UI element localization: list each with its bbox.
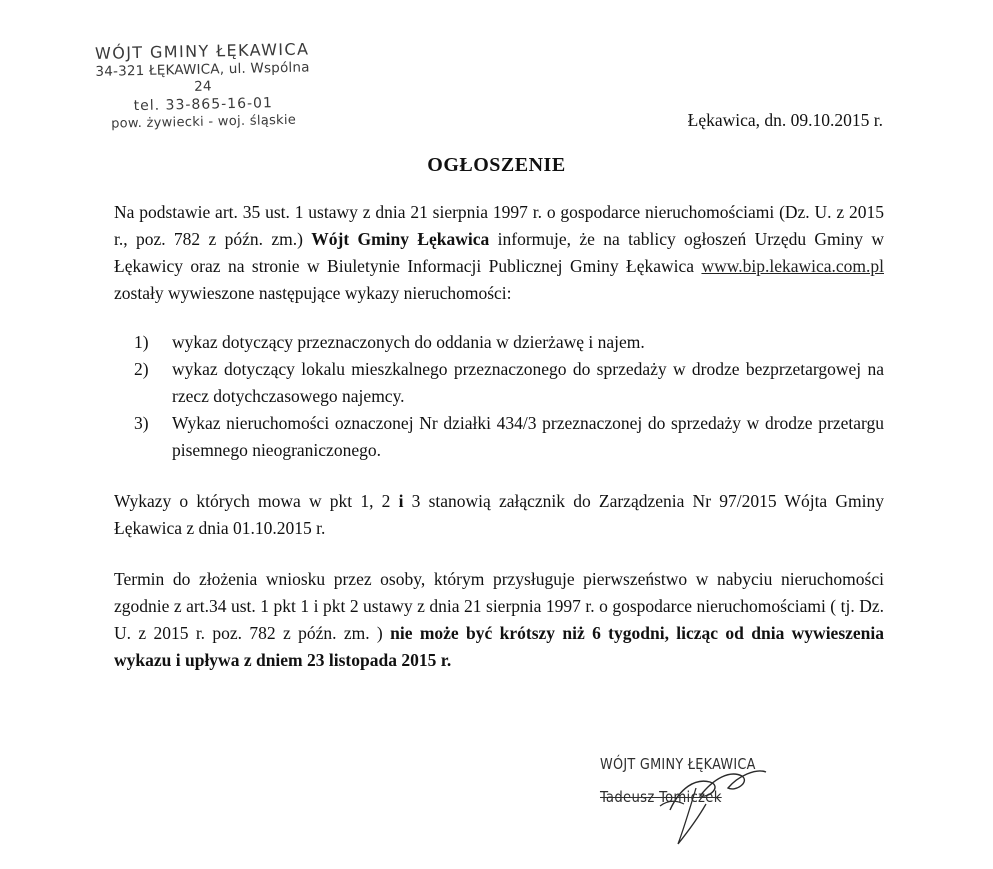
document-title: OGŁOSZENIE — [427, 154, 566, 176]
document-body — [114, 199, 884, 674]
paragraph-intro-text-c: zostały wywieszone następujące wykazy nieruchomości: — [114, 283, 512, 303]
list-item-number: 1) — [134, 332, 149, 352]
paragraph-intro-text-b: informuje, że na tablicy ogłoszeń Urzędu Gminy w Łękawicy oraz na stronie w Biuletynie Informacji Publicznej Gminy Łękawica — [114, 229, 884, 276]
stamp-line-office: WÓJT GMINY ŁĘKAWICA — [94, 39, 310, 63]
document-date: Łękawica, dn. 09.10.2015 r. — [687, 110, 883, 130]
paragraph-intro-bold: Wójt Gminy Łękawica — [311, 229, 490, 249]
paragraph-intro — [114, 199, 884, 307]
paragraph-deadline-text-a: Termin do złożenia wniosku przez osoby, którym przysługuje pierwszeństwo w nabyciu nieruchomości zgodnie z art.34 ust. 1 pkt 1 i pkt 2 ustawy z dnia 21 sierpnia 1997 r. o gospodarce nieruchomościami ( tj. Dz. U. z 2015 r. poz. 782 z późn. zm. ) — [114, 569, 884, 643]
list-item-number: 3) — [134, 413, 149, 433]
paragraph-intro-text-a: Na podstawie art. 35 ust. 1 ustawy z dnia 21 sierpnia 1997 r. o gospodarce nieruchomościami (Dz. U. z 2015 r., poz. 782 z późn. zm.) — [114, 202, 884, 249]
list-item-text: wykaz dotyczący lokalu mieszkalnego przeznaczonego do sprzedaży w drodze bezprzetargowej na rzecz dotychczasowego najemcy. — [172, 359, 884, 406]
paragraph-deadline — [114, 566, 884, 674]
list-item-text: Wykaz nieruchomości oznaczonej Nr działki 434/3 przeznaczonej do sprzedaży w drodze przetargu pisemnego nieograniczonego. — [172, 413, 884, 460]
listings-list — [114, 329, 884, 464]
signature-block — [600, 752, 790, 812]
stamp-line-address: 34-321 ŁĘKAWICA, ul. Wspólna 24 — [95, 59, 310, 95]
bip-link[interactable]: www.bip.lekawica.com.pl — [701, 256, 884, 276]
paragraph-attachment-text-b: 3 stanowią załącznik do Zarządzenia Nr 97/2015 Wójta Gminy Łękawica z dnia 01.10.2015 r. — [114, 491, 884, 538]
signature-name: Tadeusz Tomiczek — [600, 788, 722, 806]
paragraph-attachment — [114, 488, 884, 542]
paragraph-attachment-text-a: Wykazy o których mowa w pkt 1, 2 — [114, 491, 399, 511]
list-item — [114, 410, 884, 464]
stamp-line-phone: tel. 33-865-16-01 — [133, 95, 274, 115]
signature-title: WÓJT GMINY ŁĘKAWICA — [600, 755, 756, 773]
list-item-number: 2) — [134, 359, 149, 379]
paragraph-attachment-bold: i — [398, 491, 404, 511]
stamp-line-region: pow. żywiecki - woj. śląskie — [110, 112, 297, 132]
office-stamp — [92, 39, 314, 133]
paragraph-deadline-bold: nie może być krótszy niż 6 tygodni, licząc od dnia wywieszenia wykazu i upływa z dniem 23 listopada 2015 r. — [114, 623, 885, 670]
list-item — [114, 356, 884, 410]
list-item-text: wykaz dotyczący przeznaczonych do oddania w dzierżawę i najem. — [172, 332, 645, 352]
list-item — [114, 329, 884, 356]
